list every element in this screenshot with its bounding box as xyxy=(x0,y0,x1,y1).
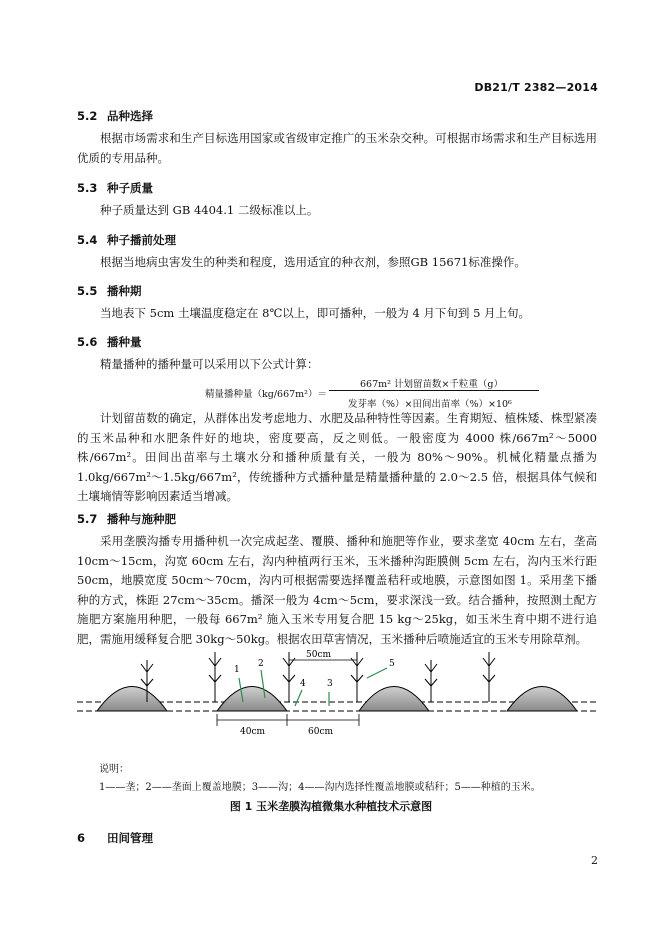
page-number: 2 xyxy=(591,854,598,867)
marker-5: 5 xyxy=(389,659,395,669)
marker-1: 1 xyxy=(234,665,240,675)
section-number: 5.4 xyxy=(77,233,98,247)
ridge xyxy=(359,687,429,712)
ridge-furrow-diagram xyxy=(77,640,597,740)
paragraph-density: 计划留苗数的确定，从群体出发考虑地力、水肥及品种特性等因素。生育期短、植株矮、株型紧凑的玉米品种和水肥条件好的地块，密度要高，反之则低。一般密度为 4000 株/667m²～5000 株/667m²。田间出苗率与土壤水分和播种质量有关，一般为 80%～90%。机械化精量点播为 1.0kg/667m²～1.5kg/667m²，传统播种方式播种量是精量播种量的 2.0～2.5 倍，根据具体气候和土壤墒情等影响因素适当增减。 xyxy=(77,411,597,503)
formula-denominator: 发芽率（%）×田间出苗率（%）×10⁶ xyxy=(348,399,512,410)
section-heading-5-4 xyxy=(77,232,176,248)
section-number: 5.2 xyxy=(77,109,98,123)
paragraph-seed-quality: 种子质量达到 GB 4404.1 二级标准以上。 xyxy=(100,203,319,217)
marker-2: 2 xyxy=(258,659,264,669)
dim-40cm: 40cm xyxy=(240,727,266,737)
formula-numerator: 667m² 计划留苗数×千粒重（g） xyxy=(360,379,504,390)
figure-title: 图 1 玉米垄膜沟植微集水种植技术示意图 xyxy=(229,800,433,813)
dim-60cm: 60cm xyxy=(308,727,334,737)
section-title: 田间管理 xyxy=(107,831,153,845)
section-number: 6 xyxy=(77,831,86,845)
section-title: 种子质量 xyxy=(107,181,153,195)
section-heading-6 xyxy=(77,830,153,846)
ridge xyxy=(97,687,167,712)
formula-lhs: 精量播种量（kg/667m²）＝ xyxy=(205,389,327,400)
paragraph-seed-treatment: 根据当地病虫害发生的种类和程度，选用适宜的种衣剂，参照GB 15671标准操作。 xyxy=(100,255,526,269)
section-title: 品种选择 xyxy=(107,109,153,123)
section-title: 播种与施种肥 xyxy=(107,512,176,526)
section-heading-5-7 xyxy=(77,511,176,527)
figure-note-text: 1——垄；2——垄面上覆盖地膜；3——沟；4——沟内选择性覆盖地膜或秸秆；5——种植的玉米。 xyxy=(99,782,541,793)
section-number: 5.3 xyxy=(77,181,98,195)
paragraph-formula-intro: 精量播种的播种量可以采用以下公式计算： xyxy=(100,357,319,371)
fraction-bar xyxy=(329,390,539,391)
section-heading-5-5 xyxy=(77,283,142,299)
section-heading-5-3 xyxy=(77,180,153,196)
seeding-rate-formula xyxy=(205,370,545,410)
section-number: 5.6 xyxy=(77,335,98,349)
dim-50cm: 50cm xyxy=(306,650,332,660)
section-title: 播种期 xyxy=(107,284,142,298)
ridge xyxy=(217,687,287,712)
ridge xyxy=(507,687,577,712)
marker-3: 3 xyxy=(327,679,333,689)
paragraph-sowing-date: 当地表下 5cm 土壤温度稳定在 8℃以上，即可播种，一般为 4 月下旬到 5 月上旬。 xyxy=(100,306,531,320)
figure-note-label: 说明： xyxy=(99,764,129,775)
document-id: DB21/T 2382—2014 xyxy=(474,81,598,94)
section-heading-5-6 xyxy=(77,334,142,350)
section-number: 5.7 xyxy=(77,512,98,526)
paragraph-variety-selection: 根据市场需求和生产目标选用国家或省级审定推广的玉米杂交种。可根据市场需求和生产目标选用优质的专用品种。 xyxy=(77,131,597,165)
section-title: 播种量 xyxy=(107,335,142,349)
paragraph-sowing-fertilizing: 采用垄膜沟播专用播种机一次完成起垄、覆膜、播种和施肥等作业，要求垄宽 40cm 左右，垄高 10cm～15cm，沟宽 60cm 左右，沟内种植两行玉米，玉米播种沟距膜侧 5cm 左右，沟内玉米行距 50cm，地膜宽度 50cm～70cm，沟内可根据需要选择覆盖秸秆或地膜，示意图如图 1。采用垄下播种的方式，株距 27cm～35cm。播深一般为 4cm～5cm，要求深浅一致。结合播种，按照测土配方施肥方案施用种肥，一般每 667m² 施入玉米专用复合肥 15 kg～25kg，如玉米生育中期不进行追肥，需施用缓释复合肥 30kg～50kg。根据农田草害情况，玉米播种后喷施适宜的玉米专用除草剂。 xyxy=(77,534,597,646)
section-title: 种子播前处理 xyxy=(107,233,176,247)
section-heading-5-2 xyxy=(77,108,153,124)
section-number: 5.5 xyxy=(77,284,98,298)
marker-4: 4 xyxy=(300,679,306,689)
